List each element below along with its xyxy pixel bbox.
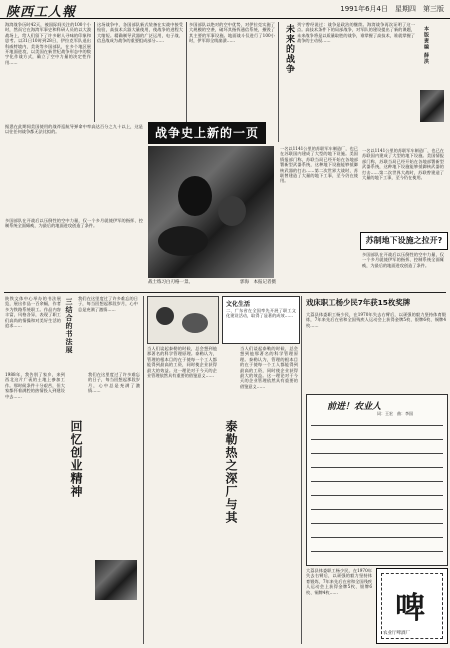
calligraphy-article: 陕铁文体中心举办的书法展览，展出作品一百余幅，作者多为铁路系统职工。作品内容丰富，风格各异，表现了职工们高尚的情操和对美好生活的追求…… [5, 296, 61, 329]
music-credit: 词：王宏 曲：李国 [377, 411, 413, 416]
mid-article-right: 一名以1141公里的苏联军车制造厂，也已在苏联国内建成了大型的地下设施。美国情报部门称，苏联当局已经开始在各地部署新型武器系统，这种地下设施能够抵御核武器的打击……第二次世界大战时，苏联曾建造了大量的地下工事，至今仍在使用。 [362, 148, 444, 181]
column-rule [301, 296, 302, 644]
section-editor-label: 本版责编 薛洪 [423, 26, 429, 65]
taylor-article-col2: 当人们谈起泰勒的时候，总会想到他那著名的科学管理原理。泰勒认为，管理的根本目的在于使每一个工人都能得到最高的工资，同时使企业获得最大的效益。这一理论对于今天的企业管理依然具有重要的借鉴意义…… [240, 346, 298, 389]
beer-advertisement [376, 568, 448, 644]
photo-caption: 战士练习白刃格一景。 [148, 280, 193, 285]
photo-credit: 郭海 本报记者摄 [240, 280, 276, 285]
newspaper-logo: 陕西工人報 [6, 5, 77, 20]
underground-facility-headline: 苏制地下设施之拉开? [360, 232, 448, 250]
memoir-photo [95, 560, 137, 600]
taylor-headline: 泰勒热之深厂与其 [224, 420, 238, 524]
athlete-article-cont: 大荔县体委职工杨少民，在1970年失去右臂后，以顽强的毅力坚持体育锻炼，7年来先后在省和全国残疾人运动会上获得金牌5枚、银牌6枚、铜牌4枚…… [306, 568, 372, 595]
section-divider [4, 292, 446, 293]
dateline: 1991年6月4日 星期四 第三版 [340, 5, 444, 13]
mid-article-right-cont: 多国部队在开战后以压倒性的空中力量，仅一个多月就使伊军的指挥、控制系统全面瘫痪，为最后的地面进攻创造了条件。 [362, 252, 444, 268]
author-portrait [420, 90, 444, 122]
music-sheet [306, 394, 448, 566]
athlete-article: 大荔县体委职工杨少民，在1970年失去右臂后，以顽强的毅力坚持体育锻炼，7年来先后在省和全国残疾人运动会上获得金牌5枚、银牌6枚、铜牌4枚…… [306, 312, 446, 328]
lead-article-col1: 海湾战争历时42天，被国际间关注的100个小时，然而它在海湾军事史和科研人员的以大漠战场上，给人们留下了许多耐人寻味的印象和思考。以31日10时到28日，伊拉克军队退出科威特境内，美英等多国部队，在多个地区展开地面进攻，以美国在新世纪战争形态中的数字化作战方式，确立了空中力量的决定性作用…… [5, 22, 91, 65]
memoir-article-col1: 1988年，我告别了家乡，来到西北这片广袤的土地上参加工作。那时候条件十分艰苦，但大家都怀着满腔的热情投入到建设中去…… [5, 372, 65, 399]
culture-box [222, 296, 300, 344]
future-war-headline: 未来的战争 [284, 24, 294, 74]
lead-article-col2: 这场战争中，各国部队新式装备在实战中接受检验，高技术兵器大量使用，使战争的进程大大缩短。精确制导武器的广泛运用，电子战、信息战成为战争的重要组成部分…… [97, 22, 183, 44]
taylor-article-col1: 当人们谈起泰勒的时候，总会想到他那著名的科学管理原理。泰勒认为，管理的根本目的在于使每一个工人都能得到最高的工资，同时使企业获得最大的效益。这一理论对于今天的企业管理依然具有重要的借鉴意义…… [147, 346, 217, 379]
lead-article-col3: 多国部队以绝对的空中优势，对伊拉克实施了大规模的空袭，破坏其指挥通信系统，摧毁了其主要的军事设施。地面战斗仅进行了100小时，伊军即全线崩溃…… [189, 22, 275, 44]
athlete-headline: 戏床职工杨少民7年获15枚奖牌 [306, 298, 411, 307]
cartoon-illustration [147, 296, 219, 344]
lead-article-col4: 据悉在此期间美国使用的战斧巡航导弹命中率高达百分之九十以上，这是以往任何战争都无法比拟的。 [5, 124, 143, 135]
column-rule [186, 22, 187, 122]
column-rule [94, 22, 95, 122]
column-rule [278, 22, 279, 142]
memoir-headline: 回忆创业精神 [69, 420, 83, 498]
masthead [0, 0, 450, 19]
main-headline: 战争史上新的一页 [148, 122, 266, 144]
mid-article-left: 一名以1141公里的苏联军车制造厂，也已在苏联国内建成了大型的地下设施。美国情报部门称，苏联当局已经开始在各地部署新型武器系统，这种地下设施能够抵御核武器的打击……第二次世界大战时，苏联曾建造了大量的地下工事，至今仍在使用。 [280, 146, 358, 184]
ad-brand: 农业厅啤酒厂 [383, 631, 410, 636]
ad-big-character: 啤 [395, 591, 425, 626]
culture-box-text: 二、广东省在全国率先开展了职工文化建设活动，取得了显著的成效…… [226, 308, 296, 319]
soldiers-photo [148, 146, 274, 278]
lead-article-col5: 多国部队在开战后以压倒性的空中力量，仅一个多月就使伊军的指挥、控制系统全面瘫痪，为最后的地面进攻创造了条件。 [5, 218, 143, 229]
calligraphy-headline: 三结合的书法展 [65, 298, 74, 354]
future-war-article: 列宁曾经说过：战争是政治的继续。海湾战争再次证明了这一点。高技术条件下的局部战争，对军队的建设提出了新的课题，未来战争将是以质量取胜的战争，谁掌握了高技术，谁就掌握了战争的主动权…… [297, 22, 415, 44]
column-rule [143, 296, 144, 644]
calligraphy-article-cont: 我们在这里度过了许多难忘的日子，每当回想起那段岁月，心中总是充满了激情…… [78, 296, 138, 312]
music-title: 前进！农业人 [327, 402, 382, 412]
memoir-article-col2: 我们在这里度过了许多难忘的日子，每当回想起那段岁月，心中总是充满了激情…… [88, 372, 140, 394]
culture-box-title: 文化生活 [226, 301, 251, 308]
